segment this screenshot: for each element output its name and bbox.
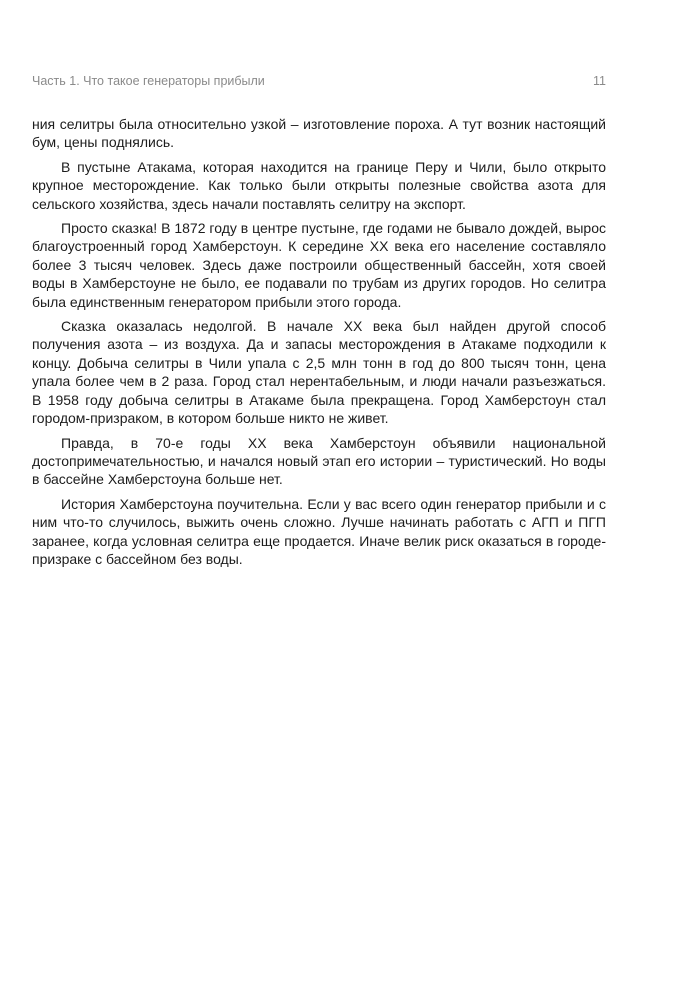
page-number: 11 bbox=[593, 74, 606, 88]
running-header bbox=[32, 74, 606, 94]
paragraph-decline: Сказка оказалась недолгой. В начале XX века был найден другой способ получения азота – из воздуха. Да и запасы месторождения в Атакаме подходили к концу. Добыча селитры в Чили упала с 2,5 млн тонн в год до 800 тысяч тонн, цена упала более чем в 2 раза. Город стал нерентабельным, и люди начали разъезжаться. В 1958 году добыча селитры в Атакаме была прекращена. Город Хамберстоун стал городом-призраком, в котором больше никто не живет. bbox=[32, 318, 606, 427]
paragraph-lesson: История Хамберстоуна поучительна. Если у вас всего один генератор прибыли и с ним что-то случилось, выжить очень сложно. Лучше начинать работать с АГП и ПГП заранее, когда условная селитра еще продается. Иначе велик риск оказаться в городе-призраке с бассейном без воды. bbox=[32, 495, 606, 567]
paragraph-atacama-discovery: В пустыне Атакама, которая находится на границе Перу и Чили, было открыто крупное месторождение. Как только были открыты полезные свойства азота для сельского хозяйства, здесь начали поставлять селитру на экспорт. bbox=[32, 158, 606, 212]
paragraph-continuation: ния селитры была относительно узкой – изготовление пороха. А тут возник настоящий бум, цены поднялись. bbox=[32, 116, 606, 151]
paragraph-humberstone-founding: Просто сказка! В 1872 году в центре пустыне, где годами не бывало дождей, вырос благоустроенный город Хамберстоун. К середине XX века его население составляло более 3 тысяч человек. Здесь даже построили общественный бассейн, хотя своей воды в Хамберстоуне не было, ее подавали по трубам из других городов. Но селитра была единственным генератором прибыли этого города. bbox=[32, 220, 606, 310]
chapter-title: Часть 1. Что такое генераторы прибыли bbox=[32, 74, 265, 88]
body-text bbox=[32, 115, 606, 574]
paragraph-landmark: Правда, в 70-е годы XX века Хамберстоун объявили национальной достопримечательностью, и начался новый этап его истории – туристический. Но воды в бассейне Хамберстоуна больше нет. bbox=[32, 434, 606, 488]
